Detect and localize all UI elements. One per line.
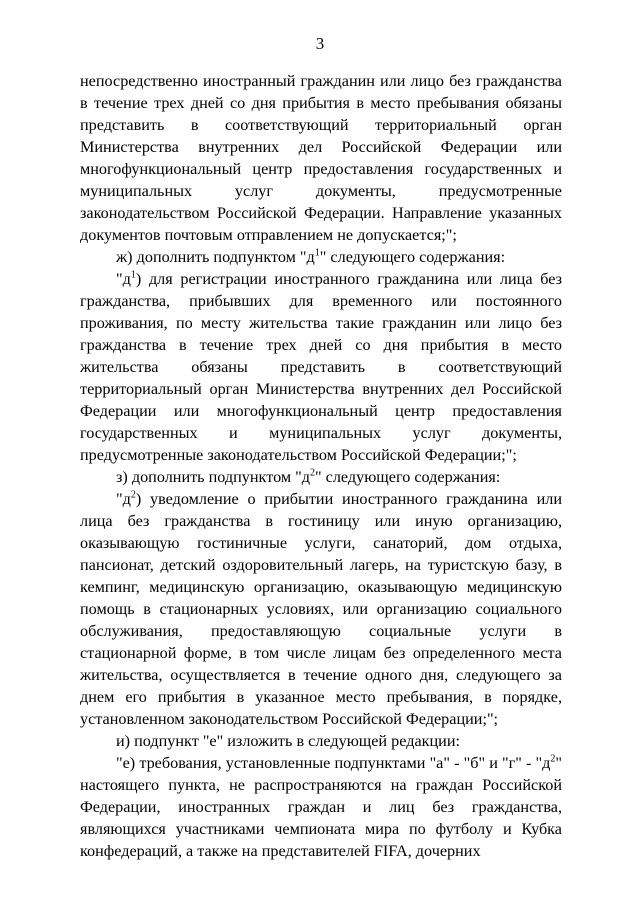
text-run: и) подпункт "е" изложить в следующей редакции: xyxy=(116,732,460,750)
superscript: 1 xyxy=(314,247,320,259)
page-number: 3 xyxy=(315,34,325,53)
paragraph xyxy=(80,488,562,730)
text-run: ) уведомление о прибытии иностранного гражданина или лица без гражданства в гостиницу или иную организацию, оказывающую гостиничные услуги, санаторий, дом отдыха, пансионат, детский оздоровительный лагерь, на туристскую базу, в кемпинг, медицинскую организацию, оказывающую медицинскую помощь в стационарных условиях, или организацию социального обслуживания, предоставляющую социальные услуги в стационарной форме, в том числе лицам без определенного места жительства, осуществляется в течение одного дня, следующего за днем его прибытия в указанное место пребывания, в порядке, установленном законодательством Российской Федерации;"; xyxy=(80,490,562,728)
paragraph xyxy=(80,466,562,488)
paragraph xyxy=(80,752,562,862)
text-run: "д xyxy=(116,270,131,288)
superscript: 2 xyxy=(550,753,556,765)
text-run: непосредственно иностранный гражданин или лицо без гражданства в течение трех дней со дня прибытия в место пребывания обязаны представить в соответствующий территориальный орган Министерства внутренних дел Российской Федерации или многофункциональный центр предоставления государственных и муниципальных услуг документы, предусмотренные законодательством Российской Федерации. Направление указанных документов почтовым отправлением не допускается;"; xyxy=(80,72,562,244)
document-body xyxy=(80,70,562,862)
superscript: 2 xyxy=(310,467,315,479)
text-run: " настоящего пункта, не распространяются на граждан Российской Федерации, иностранных граждан и лиц без гражданства, являющихся участниками чемпионата мира по футболу и Кубка конфедераций, а также на представителей FIFA, дочерних xyxy=(80,754,562,860)
text-run: "д xyxy=(116,490,131,508)
paragraph xyxy=(80,246,562,268)
text-run: ж) дополнить подпунктом "д xyxy=(116,248,315,266)
text-run: " следующего содержания: xyxy=(315,468,501,486)
paragraph xyxy=(80,730,562,752)
text-run: " следующего содержания: xyxy=(319,248,506,266)
text-run: ) для регистрации иностранного гражданина или лица без гражданства, прибывших для временного или постоянного проживания, по месту жительства такие гражданин или лицо без гражданства в течение трех дней со дня прибытия в место жительства обязаны представить в соответствующий территориальный орган Министерства внутренних дел Российской Федерации или многофункциональный центр предоставления государственных и муниципальных услуг документы, предусмотренные законодательством Российской Федерации;"; xyxy=(80,270,562,464)
superscript: 1 xyxy=(130,269,136,281)
paragraph xyxy=(80,70,562,246)
text-run: "е) требования, установленные подпунктами "а" - "б" и "г" - "д xyxy=(116,754,551,772)
paragraph xyxy=(80,268,562,466)
text-run: з) дополнить подпунктом "д xyxy=(116,468,310,486)
superscript: 2 xyxy=(130,489,136,501)
